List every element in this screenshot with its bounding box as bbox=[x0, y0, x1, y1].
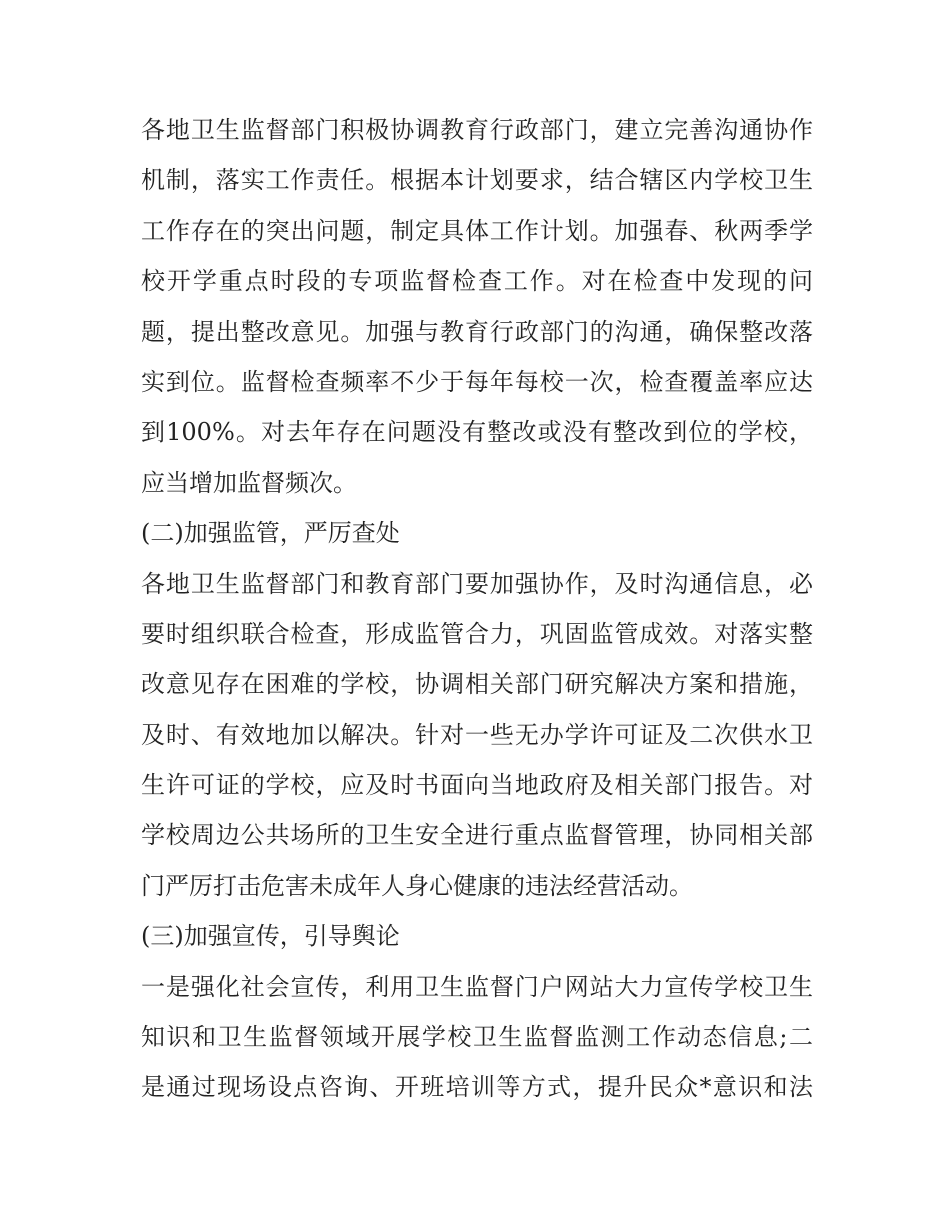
paragraph-line: 及时、有效地加以解决。针对一些无办学许可证及二次供水卫 bbox=[141, 720, 813, 749]
paragraph-line: 题，提出整改意见。加强与教育行政部门的沟通，确保整改落 bbox=[141, 317, 813, 346]
paragraph-line: 各地卫生监督部门和教育部门要加强协作，及时沟通信息，必 bbox=[141, 569, 813, 598]
paragraph-line: 要时组织联合检查，形成监管合力，巩固监管成效。对落实整 bbox=[141, 619, 813, 648]
paragraph-line: 各地卫生监督部门积极协调教育行政部门，建立完善沟通协作 bbox=[141, 116, 813, 144]
paragraph-line: 生许可证的学校，应及时书面向当地政府及相关部门报告。对 bbox=[141, 771, 813, 800]
paragraph-line: 工作存在的突出问题，制定具体工作计划。加强春、秋两季学 bbox=[141, 216, 813, 245]
paragraph-line: 机制，落实工作责任。根据本计划要求，结合辖区内学校卫生 bbox=[141, 166, 813, 195]
paragraph-line: 一是强化社会宣传，利用卫生监督门户网站大力宣传学校卫生 bbox=[141, 972, 813, 1001]
document-body bbox=[141, 105, 813, 1113]
paragraph-line: 门严厉打击危害未成年人身心健康的违法经营活动。 bbox=[141, 871, 693, 900]
paragraph-line: 学校周边公共场所的卫生安全进行重点监督管理，协同相关部 bbox=[141, 821, 813, 850]
paragraph-line: 是通过现场设点咨询、开班培训等方式，提升民众*意识和法 bbox=[141, 1073, 813, 1102]
paragraph-line: 校开学重点时段的专项监督检查工作。对在检查中发现的问 bbox=[141, 267, 813, 296]
paragraph-line: 知识和卫生监督领域开展学校卫生监督监测工作动态信息;二 bbox=[141, 1023, 813, 1052]
paragraph-line: 应当增加监督频次。 bbox=[141, 468, 357, 497]
paragraph-line: 到100%。对去年存在问题没有整改或没有整改到位的学校， bbox=[141, 418, 813, 447]
section-heading: (三)加强宣传，引导舆论 bbox=[141, 922, 400, 951]
section-heading: (二)加强监管，严厉查处 bbox=[141, 519, 400, 548]
paragraph-line: 改意见存在困难的学校，协调相关部门研究解决方案和措施， bbox=[141, 670, 813, 699]
paragraph-line: 实到位。监督检查频率不少于每年每校一次，检查覆盖率应达 bbox=[141, 367, 813, 396]
